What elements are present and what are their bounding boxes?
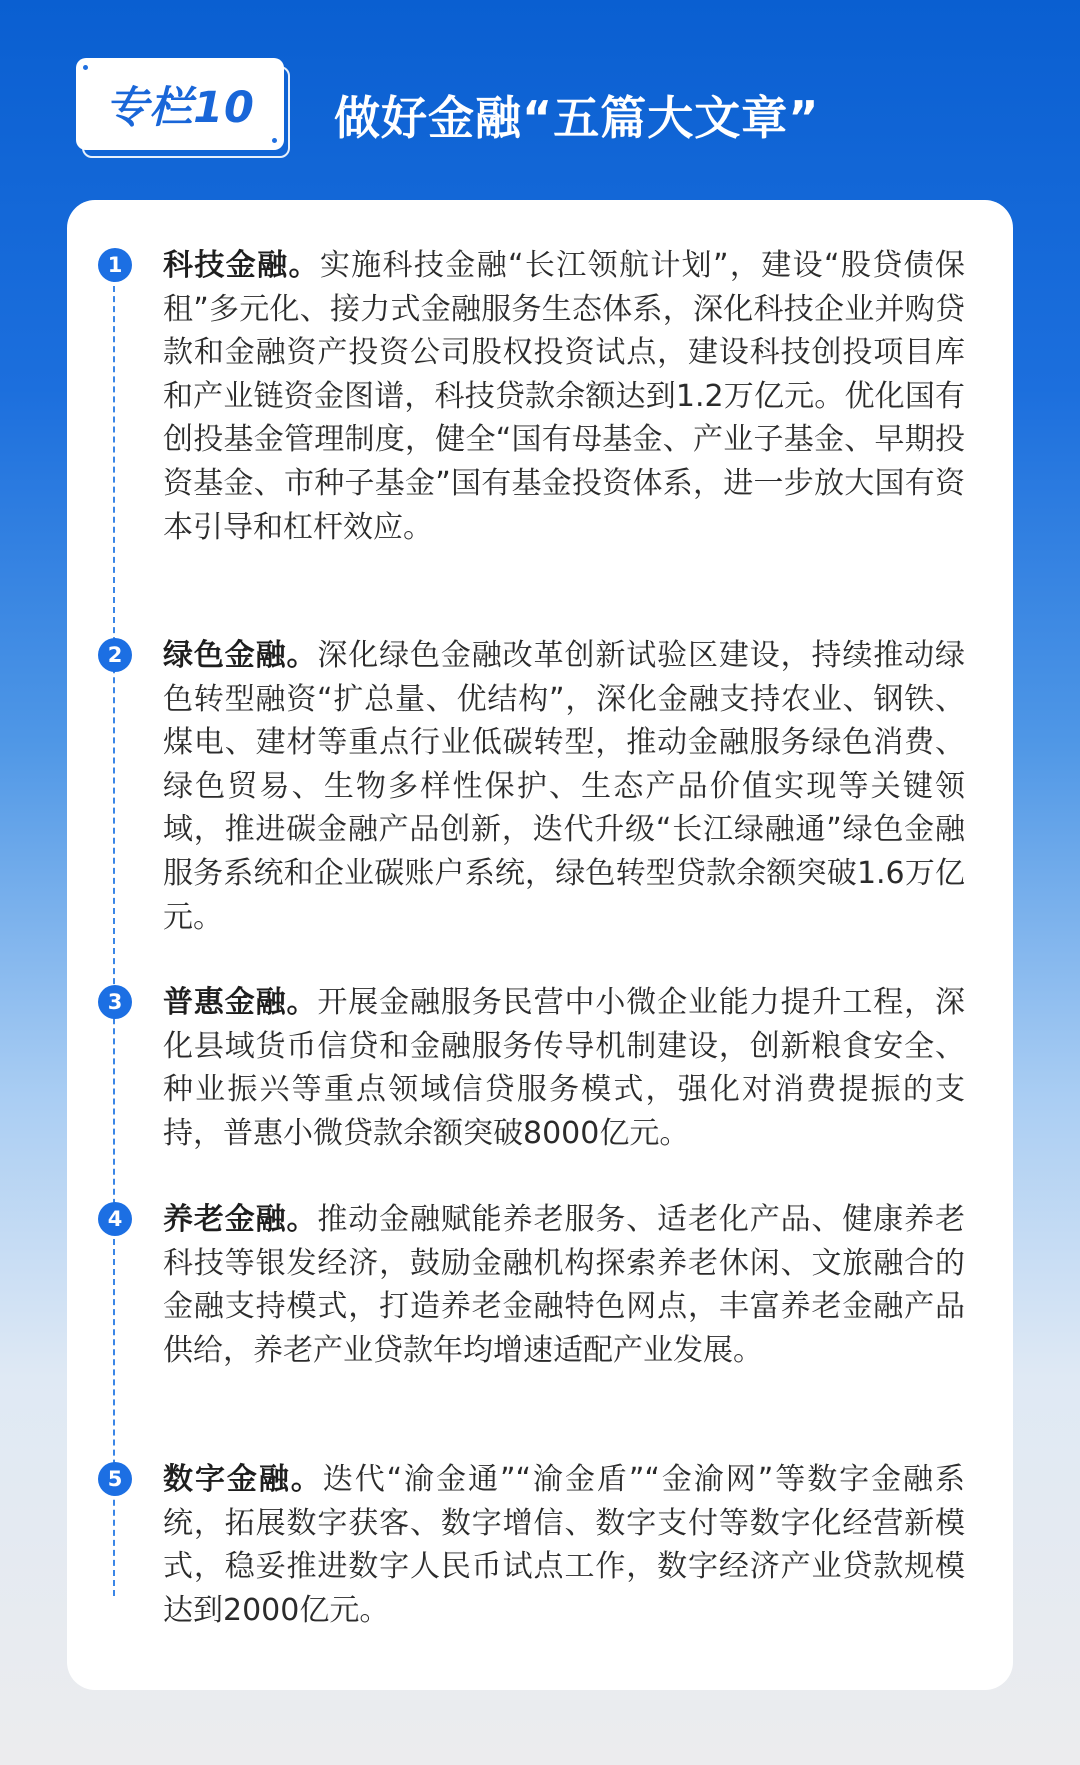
- item-lead: 养老金融。: [163, 1202, 318, 1237]
- item-text: [163, 1198, 965, 1372]
- item-text: [163, 1458, 965, 1632]
- item-lead: 普惠金融。: [163, 985, 318, 1020]
- badge-dot-icon: [83, 65, 88, 70]
- number-badge: 4: [98, 1202, 132, 1236]
- column-header: [76, 58, 996, 158]
- item-body: 推动金融赋能养老服务、适老化产品、健康养老科技等银发经济，鼓励金融机构探索养老休闲、文旅融合的金融支持模式，打造养老金融特色网点，丰富养老金融产品供给，养老产业贷款年均增速适配产业发展。: [163, 1202, 966, 1368]
- number-badge: 1: [98, 248, 132, 282]
- column-badge: [76, 58, 284, 150]
- item-body: 深化绿色金融改革创新试验区建设，持续推动绿色转型融资“扩总量、优结构”，深化金融支持农业、钢铁、煤电、建材等重点行业低碳转型，推动金融服务绿色消费、绿色贸易、生物多样性保护、生态产品价值实现等关键领域，推进碳金融产品创新，迭代升级“长江绿融通”绿色金融服务系统和企业碳账户系统，绿色转型贷款余额突破1.6万亿元。: [163, 638, 966, 935]
- number-badge: 5: [98, 1462, 132, 1496]
- badge-label: 专栏10: [105, 82, 255, 133]
- item-lead: 绿色金融。: [163, 638, 318, 673]
- item-text: [163, 981, 965, 1155]
- timeline-line: [113, 266, 115, 1596]
- item-body: 迭代“渝金通”“渝金盾”“金渝网”等数字金融系统，拓展数字获客、数字增信、数字支付等数字化经营新模式，稳妥推进数字人民币试点工作，数字经济产业贷款规模达到2000亿元。: [163, 1462, 965, 1628]
- number-badge: 2: [98, 638, 132, 672]
- badge-dot-icon: [272, 138, 277, 143]
- item-text: [163, 244, 965, 549]
- page-title: 做好金融“五篇大文章”: [334, 91, 820, 145]
- item-lead: 科技金融。: [163, 248, 320, 283]
- content-card: [67, 200, 1013, 1690]
- item-body: 开展金融服务民营中小微企业能力提升工程，深化县域货币信贷和金融服务传导机制建设，创新粮食安全、种业振兴等重点领域信贷服务模式，强化对消费提振的支持，普惠小微贷款余额突破8000亿元。: [163, 985, 966, 1151]
- number-badge: 3: [98, 985, 132, 1019]
- item-lead: 数字金融。: [163, 1462, 323, 1497]
- item-body: 实施科技金融“长江领航计划”，建设“股贷债保租”多元化、接力式金融服务生态体系，深化科技企业并购贷款和金融资产投资公司股权投资试点，建设科技创投项目库和产业链资金图谱，科技贷款余额达到1.2万亿元。优化国有创投基金管理制度，健全“国有母基金、产业子基金、早期投资基金、市种子基金”国有基金投资体系，进一步放大国有资本引导和杠杆效应。: [163, 248, 965, 545]
- item-text: [163, 634, 965, 939]
